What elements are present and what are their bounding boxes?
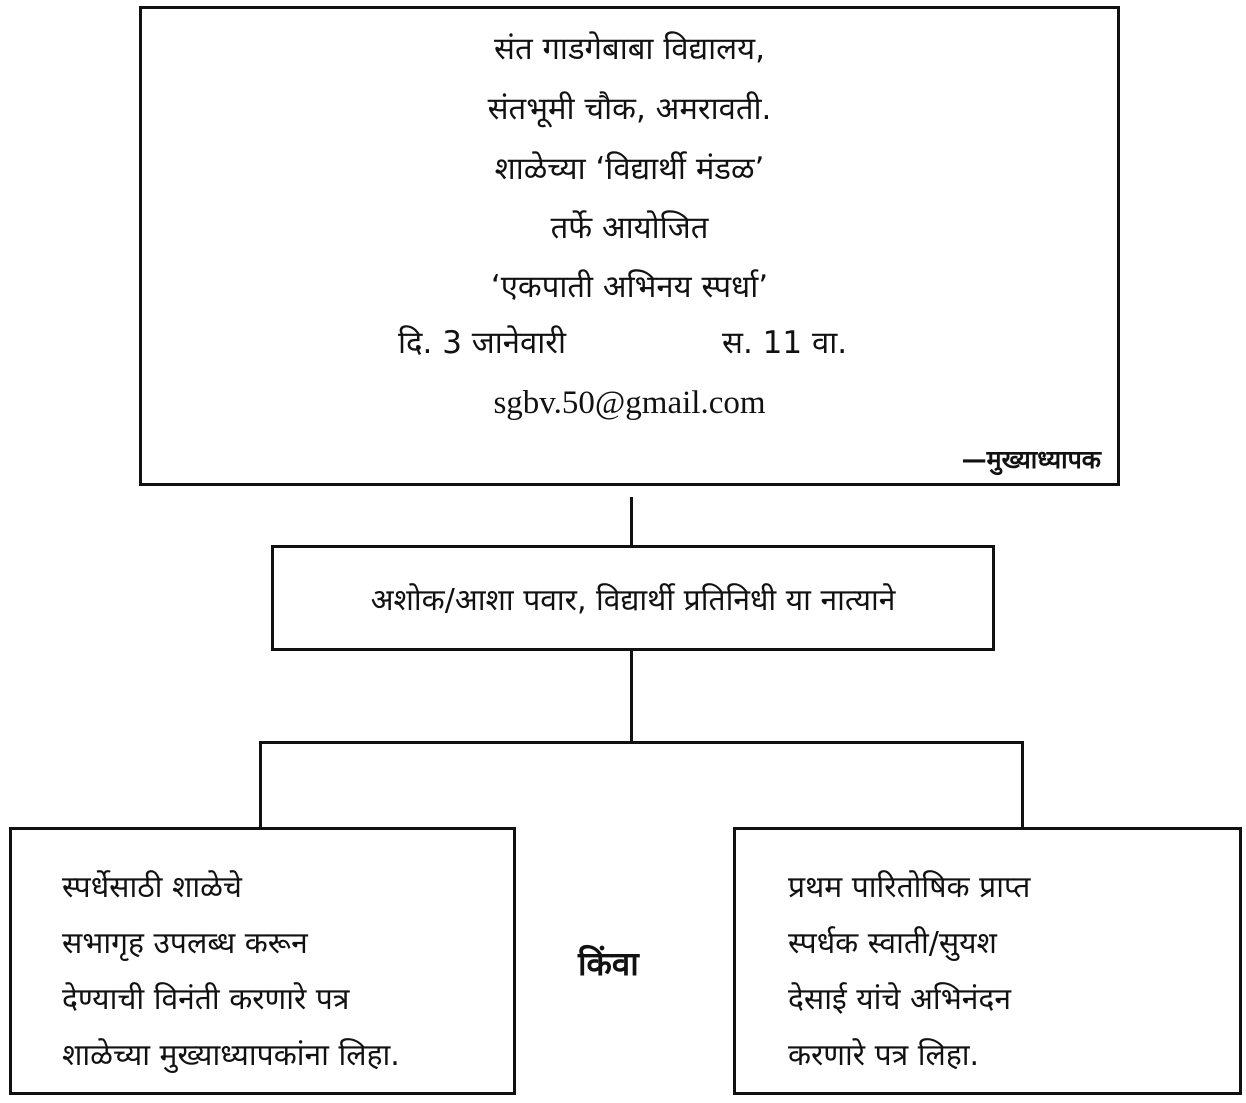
organized-by-line: तर्फे आयोजित	[550, 210, 709, 246]
contact-email: sgbv.50@gmail.com	[493, 385, 766, 421]
option-right-box	[733, 827, 1242, 1095]
option-left-line: स्पर्धेसाठी शाळेचे	[62, 870, 242, 905]
notice-box	[139, 6, 1120, 486]
connector-top	[630, 497, 633, 545]
option-right-line: प्रथम पारितोषिक प्राप्त	[788, 870, 1031, 905]
option-left-line: देण्याची विनंती करणारे पत्र	[62, 982, 350, 1017]
organizer-line: शाळेच्या ‘विद्यार्थी मंडळ’	[494, 151, 765, 187]
school-address: संतभूमी चौक, अमरावती.	[487, 91, 772, 127]
option-left-line: शाळेच्या मुख्याध्यापकांना लिहा.	[62, 1038, 400, 1073]
option-right-text	[788, 860, 1030, 1084]
writer-text: अशोक/आशा पवार, विद्यार्थी प्रतिनिधी या नात्याने	[370, 583, 896, 618]
signature: —मुख्याध्यापक	[961, 445, 1101, 474]
option-right-line: देसाई यांचे अभिनंदन	[788, 982, 1012, 1017]
event-time: स. 11 वा.	[722, 325, 848, 361]
option-left-box	[9, 827, 516, 1095]
writer-box	[271, 545, 995, 651]
school-name: संत गाडगेबाबा विद्यालय,	[494, 31, 765, 67]
option-right-line: स्पर्धक स्वाती/सुयश	[788, 926, 997, 961]
connector-right	[1021, 741, 1024, 827]
connector-horizontal	[259, 741, 1024, 744]
connector-mid	[630, 651, 633, 743]
event-date: दि. 3 जानेवारी	[398, 325, 566, 361]
or-label: किंवा	[578, 944, 639, 983]
option-left-text	[62, 860, 400, 1084]
option-right-line: करणारे पत्र लिहा.	[788, 1038, 980, 1073]
event-name: ‘एकपाती अभिनय स्पर्धा’	[490, 269, 769, 305]
option-left-line: सभागृह उपलब्ध करून	[62, 926, 308, 961]
connector-left	[259, 741, 262, 827]
